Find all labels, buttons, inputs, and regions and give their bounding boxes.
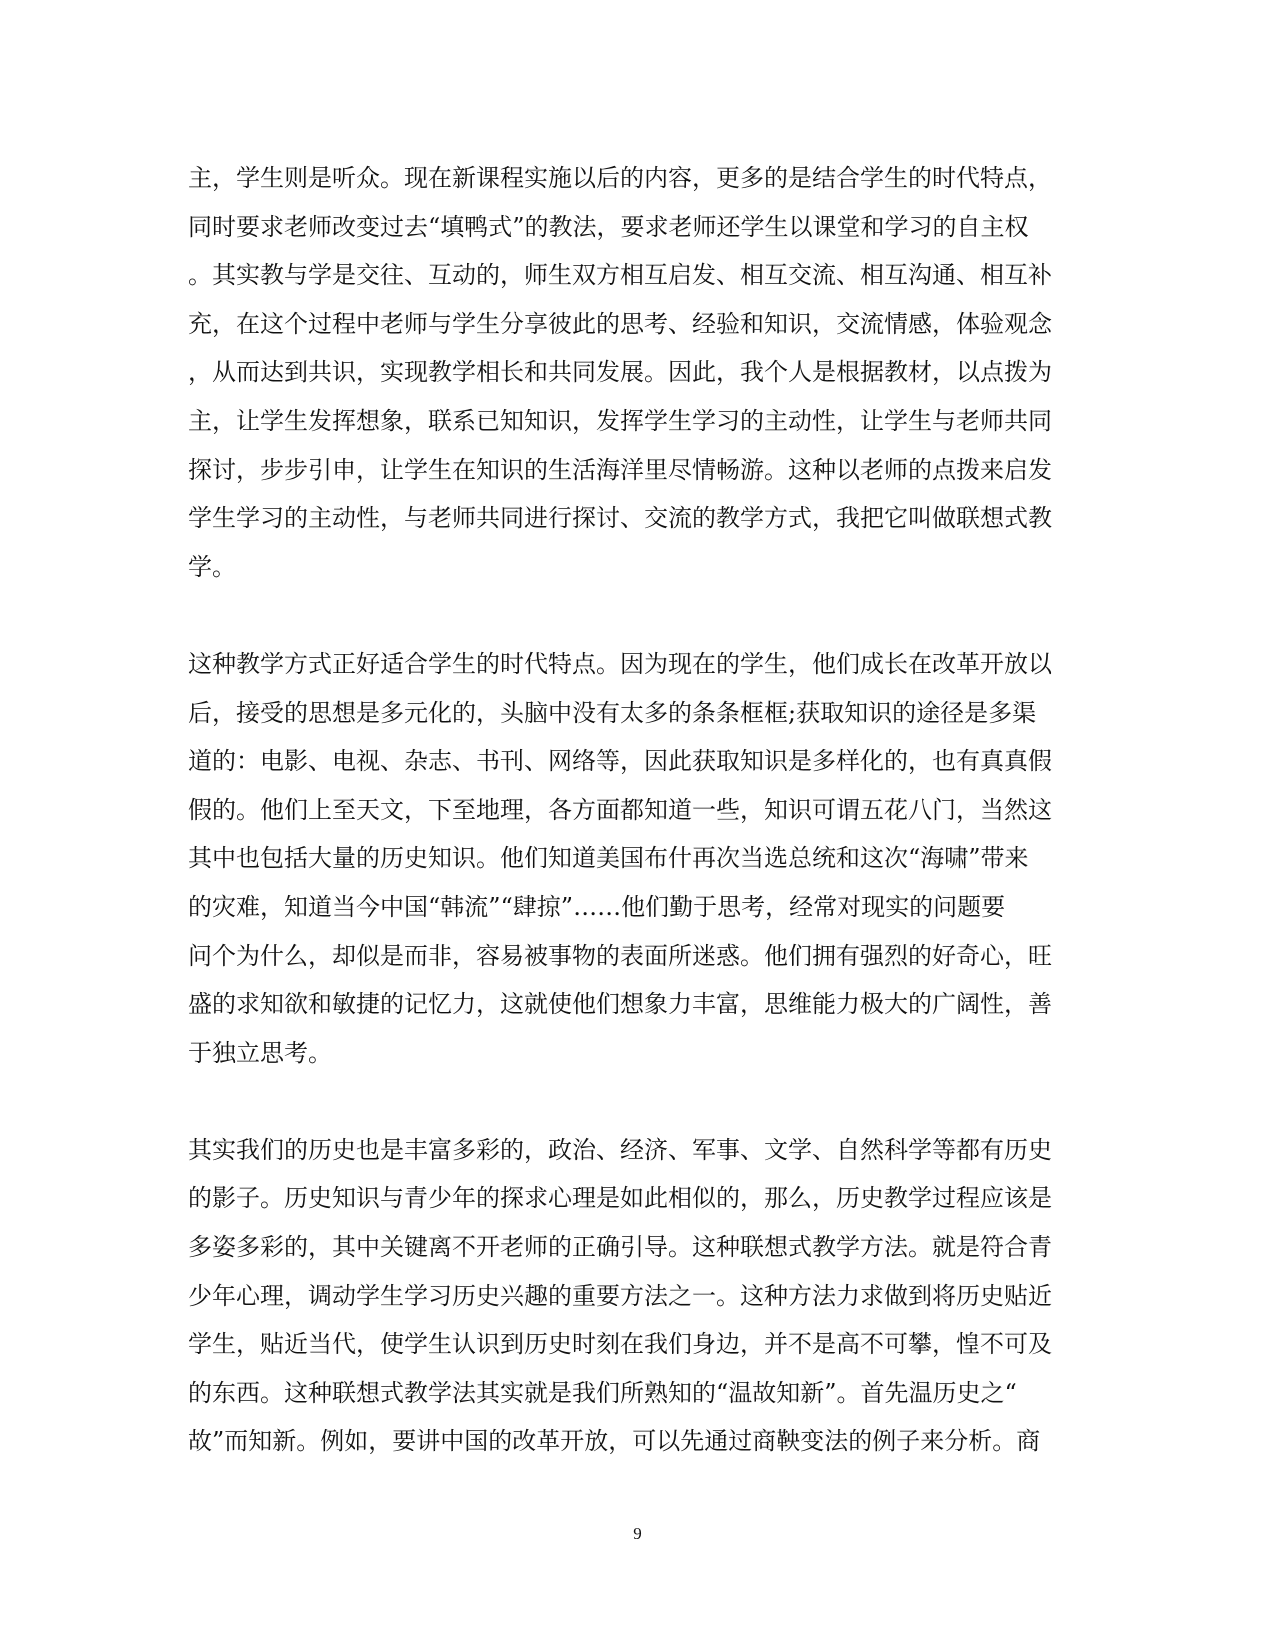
text-line: 于独立思考。: [188, 1038, 332, 1067]
text-line: 少年心理，调动学生学习历史兴趣的重要方法之一。这种方法力求做到将历史贴近: [188, 1281, 1052, 1310]
text-line: 的影子。历史知识与青少年的探求心理是如此相似的，那么，历史教学过程应该是: [188, 1184, 1052, 1213]
text-line: 主，让学生发挥想象，联系已知知识，发挥学生学习的主动性，让学生与老师共同: [188, 406, 1052, 435]
text-line: 问个为什么，却似是而非，容易被事物的表面所迷惑。他们拥有强烈的好奇心，旺: [188, 941, 1052, 970]
text-line: 后，接受的思想是多元化的，头脑中没有太多的条条框框;获取知识的途径是多渠: [188, 698, 1037, 727]
text-line: 其实我们的历史也是丰富多彩的，政治、经济、军事、文学、自然科学等都有历史: [188, 1135, 1052, 1164]
text-line: 探讨，步步引申，让学生在知识的生活海洋里尽情畅游。这种以老师的点拨来启发: [188, 455, 1052, 484]
text-line: 盛的求知欲和敏捷的记忆力，这就使他们想象力丰富，思维能力极大的广阔性，善: [188, 990, 1052, 1019]
paragraph-spacer: [188, 1077, 1088, 1126]
text-line: 。其实教与学是交往、互动的，师生双方相互启发、相互交流、相互沟通、相互补: [188, 261, 1052, 290]
paragraph: [188, 640, 1088, 1077]
text-line: 假的。他们上至天文，下至地理，各方面都知道一些，知识可谓五花八门，当然这: [188, 795, 1052, 824]
text-line: ，从而达到共识，实现教学相长和共同发展。因此，我个人是根据教材，以点拨为: [188, 358, 1052, 387]
body-text: [188, 154, 1088, 1466]
text-line: 主，学生则是听众。现在新课程实施以后的内容，更多的是结合学生的时代特点，: [188, 164, 1052, 192]
text-line: 充，在这个过程中老师与学生分享彼此的思考、经验和知识，交流情感，体验观念: [188, 309, 1052, 338]
paragraph-spacer: [188, 591, 1088, 640]
page-number: 9: [633, 1524, 642, 1543]
paragraph: [188, 1126, 1088, 1466]
text-line: 学。: [188, 552, 236, 581]
text-line: 学生学习的主动性，与老师共同进行探讨、交流的教学方式，我把它叫做联想式教: [188, 504, 1052, 533]
text-line: 其中也包括大量的历史知识。他们知道美国布什再次当选总统和这次“海啸”带来: [188, 844, 1029, 873]
text-line: 的东西。这种联想式教学法其实就是我们所熟知的“温故知新”。首先温历史之“: [188, 1378, 1017, 1407]
text-line: 多姿多彩的，其中关键离不开老师的正确引导。这种联想式教学方法。就是符合青: [188, 1233, 1052, 1262]
text-line: 这种教学方式正好适合学生的时代特点。因为现在的学生，他们成长在改革开放以: [188, 649, 1052, 678]
text-line: 的灾难，知道当今中国“韩流”“肆掠”……他们勤于思考，经常对现实的问题要: [188, 892, 1006, 921]
text-line: 学生，贴近当代，使学生认识到历史时刻在我们身边，并不是高不可攀，惶不可及: [188, 1330, 1052, 1359]
paragraph: [188, 154, 1088, 591]
text-line: 同时要求老师改变过去“填鸭式”的教法，要求老师还学生以课堂和学习的自主权: [188, 212, 1029, 241]
text-line: 道的：电影、电视、杂志、书刊、网络等，因此获取知识是多样化的，也有真真假: [188, 747, 1052, 776]
text-line: 故”而知新。例如，要讲中国的改革开放，可以先通过商鞅变法的例子来分析。商: [188, 1427, 1041, 1456]
